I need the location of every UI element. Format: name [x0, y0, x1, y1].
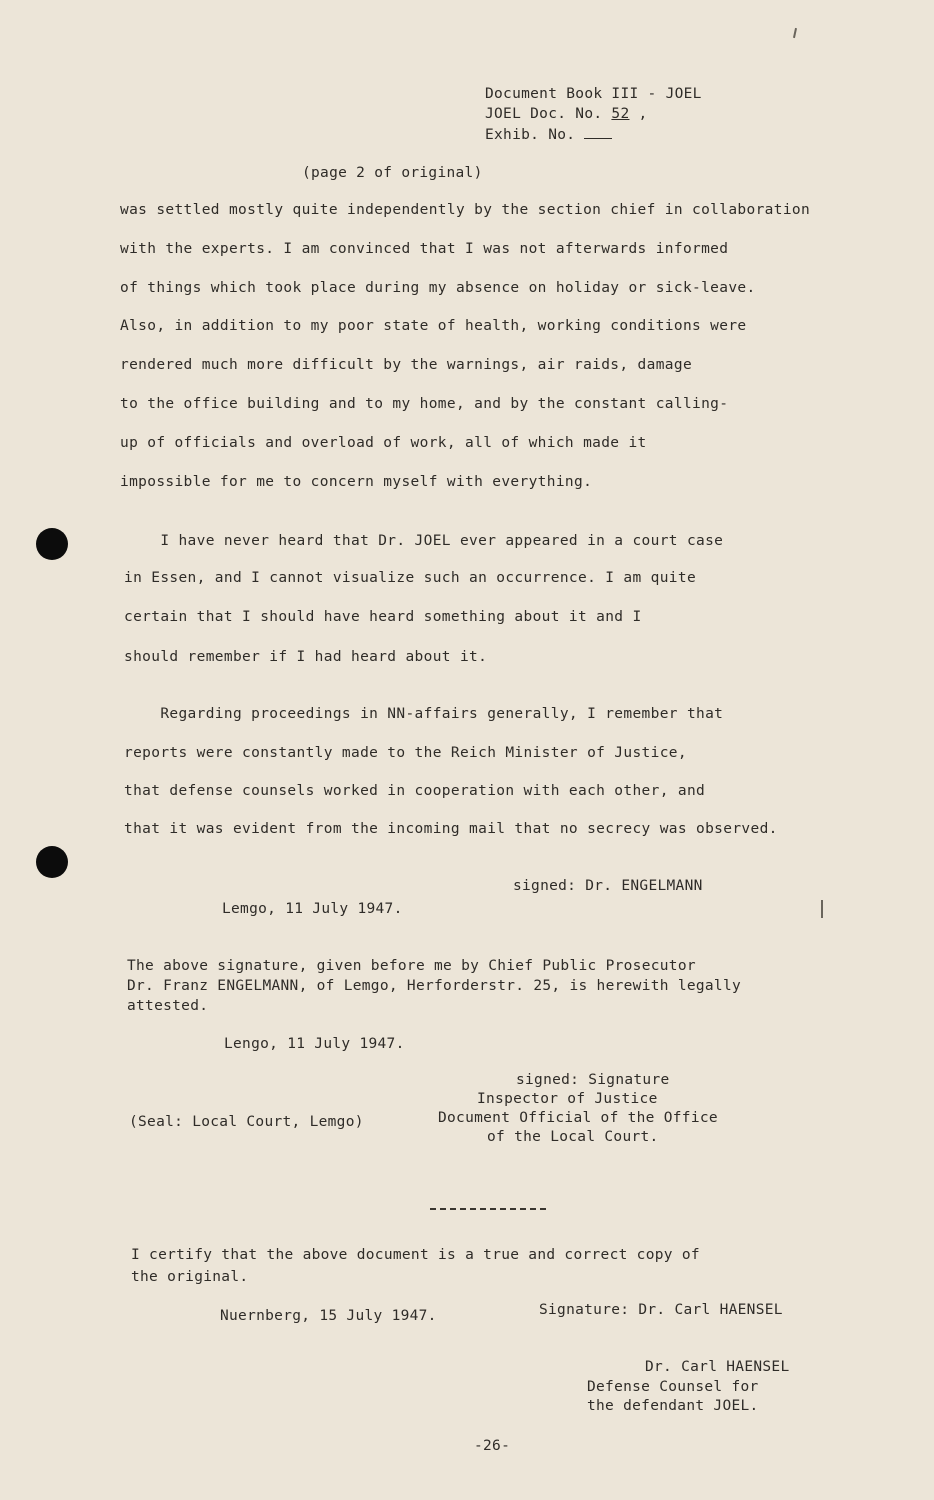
text-line: that defense counsels worked in cooperation with each other, and [124, 783, 706, 799]
exhib-blank [584, 126, 612, 139]
text-line: was settled mostly quite independently by the section chief in collaboration [120, 202, 811, 218]
margin-mark [821, 900, 823, 918]
text-line: to the office building and to my home, and by the constant calling- [120, 396, 729, 412]
text-line: reports were constantly made to the Reich Minister of Justice, [124, 745, 687, 761]
text-line: of things which took place during my absence on holiday or sick-leave. [120, 280, 756, 296]
text-line: should remember if I had heard about it. [124, 649, 488, 665]
punch-hole-top [36, 528, 68, 560]
seal-note: (Seal: Local Court, Lemgo) [129, 1114, 364, 1130]
doc-no-label: JOEL Doc. No. [485, 106, 603, 122]
text-line: certain that I should have heard something about it and I [124, 609, 642, 625]
official-signature-line: Inspector of Justice [477, 1091, 658, 1107]
page-note: (page 2 of original) [302, 165, 483, 181]
text-line: with the experts. I am convinced that I was not afterwards informed [120, 241, 729, 257]
header-line-exhib [485, 126, 612, 143]
punch-hole-bottom [36, 846, 68, 878]
place-date-lemgo-2: Lengo, 11 July 1947. [224, 1036, 405, 1052]
separator-dashes [430, 1208, 546, 1210]
doc-no-suffix: , [629, 106, 648, 122]
margin-mark [793, 28, 797, 38]
official-signature-line: of the Local Court. [487, 1129, 659, 1145]
text-line: in Essen, and I cannot visualize such an occurrence. I am quite [124, 570, 697, 586]
text-line: rendered much more difficult by the warnings, air raids, damage [120, 357, 693, 373]
attestation-line: The above signature, given before me by Chief Public Prosecutor [127, 958, 696, 974]
page-number: -26- [474, 1438, 511, 1454]
text-line: Regarding proceedings in NN-affairs generally, I remember that [124, 706, 724, 722]
counsel-line: Defense Counsel for [587, 1379, 759, 1395]
text-line: that it was evident from the incoming mail that no secrecy was observed. [124, 821, 778, 837]
exhib-label: Exhib. No. [485, 127, 576, 143]
header-line-book: Document Book III - JOEL [485, 86, 702, 102]
text-line: impossible for me to concern myself with everything. [120, 474, 593, 490]
attestation-line: Dr. Franz ENGELMANN, of Lemgo, Herforderstr. 25, is herewith legally [127, 978, 742, 994]
text-line: Also, in addition to my poor state of health, working conditions were [120, 318, 747, 334]
attestation-line: attested. [127, 998, 209, 1014]
header-line-doc-no [485, 106, 648, 122]
place-date-nuernberg: Nuernberg, 15 July 1947. [220, 1308, 437, 1324]
official-signature-line: Document Official of the Office [438, 1110, 718, 1126]
certification-line: the original. [131, 1269, 249, 1285]
text-line: up of officials and overload of work, all of which made it [120, 435, 647, 451]
doc-no-value: 52 [611, 106, 630, 122]
place-date-lemgo-1: Lemgo, 11 July 1947. [222, 901, 403, 917]
text-line: I have never heard that Dr. JOEL ever appeared in a court case [124, 533, 724, 549]
certification-line: I certify that the above document is a true and correct copy of [131, 1247, 700, 1263]
counsel-line: the defendant JOEL. [587, 1398, 759, 1414]
signature-haensel: Signature: Dr. Carl HAENSEL [539, 1302, 783, 1318]
official-signature-line: signed: Signature [516, 1072, 670, 1088]
signed-engelmann: signed: Dr. ENGELMANN [513, 878, 703, 894]
counsel-line: Dr. Carl HAENSEL [645, 1359, 790, 1375]
